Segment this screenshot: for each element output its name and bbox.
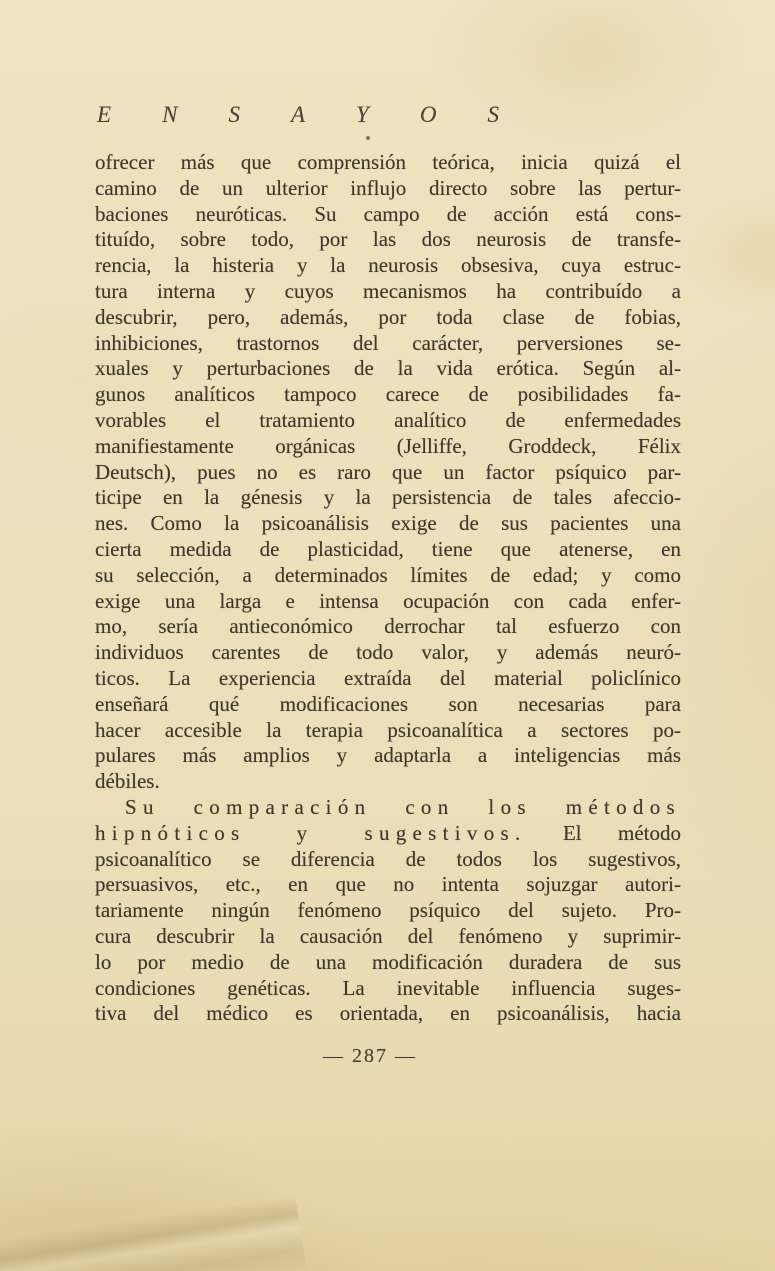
text-line-segment: gunos analíticos tampoco carece de posibilidades fa- <box>95 382 681 407</box>
text-line-segment: su selección, a determinados límites de edad; y como <box>95 562 681 587</box>
text-line-segment: manifiestamente orgánicas (Jelliffe, Groddeck, Félix <box>95 433 681 458</box>
running-header <box>97 102 499 128</box>
text-line-segment: persuasivos, etc., en que no intenta sojuzgar autori- <box>95 872 681 897</box>
text-line-segment: enseñará qué modificaciones son necesarias para <box>95 691 681 716</box>
text-line <box>95 563 681 589</box>
text-line <box>95 666 681 692</box>
text-line <box>95 872 681 898</box>
text-line <box>95 769 681 795</box>
text-line <box>95 331 681 357</box>
text-line <box>95 434 681 460</box>
text-line-segment: exige una larga e intensa ocupación con cada enfer- <box>95 588 681 613</box>
text-line-segment: vorables el tratamiento analítico de enfermedades <box>95 407 681 432</box>
text-line-segment: cura descubrir la causación del fenómeno y suprimir- <box>95 923 681 948</box>
text-line <box>95 692 681 718</box>
text-line <box>95 382 681 408</box>
text-line-segment: tura interna y cuyos mecanismos ha contribuído a <box>95 278 681 303</box>
text-line-segment: condiciones genéticas. La inevitable influencia suges- <box>95 975 681 1000</box>
text-line-segment: ticipe en la génesis y la persistencia de tales afeccio- <box>95 485 681 510</box>
text-line <box>95 305 681 331</box>
text-line-segment: psicoanalítico se diferencia de todos los sugestivos, <box>95 846 681 871</box>
header-letter: S <box>487 102 499 127</box>
text-line <box>95 537 681 563</box>
paper-fold-shadow <box>0 1154 307 1271</box>
text-line <box>95 485 681 511</box>
text-line <box>95 718 681 744</box>
header-letter: A <box>290 102 306 127</box>
text-line-segment: ticos. La experiencia extraída del material policlínico <box>95 665 681 690</box>
text-line-segment: baciones neuróticas. Su campo de acción está cons- <box>95 201 681 226</box>
text-line-segment: xuales y perturbaciones de la vida erótica. Según al- <box>95 356 681 381</box>
text-line <box>95 1001 681 1027</box>
text-line-segment: lo por medio de una modificación duradera de sus <box>95 949 681 974</box>
text-line-segment: Su comparación con los métodos <box>125 794 681 819</box>
text-line-segment: rencia, la histeria y la neurosis obsesiva, cuya estruc- <box>95 253 681 278</box>
text-line <box>95 511 681 537</box>
text-line-segment: descubrir, pero, además, por toda clase de fobias, <box>95 304 681 329</box>
ink-speck <box>366 136 370 140</box>
text-line-segment: hacer accesible la terapia psicoanalítica a sectores po- <box>95 717 681 742</box>
header-letter: Y <box>356 102 369 127</box>
text-line <box>95 614 681 640</box>
page-number: — 287 — <box>323 1045 417 1067</box>
text-line-segment: pulares más amplios y adaptarla a inteligencias más <box>95 743 681 768</box>
text-line <box>95 950 681 976</box>
text-line <box>95 640 681 666</box>
text-line-segment: mo, sería antieconómico derrochar tal esfuerzo con <box>95 614 681 639</box>
text-line <box>95 176 681 202</box>
header-letter: N <box>162 102 178 127</box>
text-line <box>95 924 681 950</box>
text-line <box>95 253 681 279</box>
text-line <box>95 460 681 486</box>
text-line-segment: camino de un ulterior influjo directo sobre las pertur- <box>95 175 681 200</box>
text-line-segment: débiles. <box>95 769 160 794</box>
text-line-segment: tariamente ningún fenómeno psíquico del sujeto. Pro- <box>95 898 681 923</box>
text-line <box>95 279 681 305</box>
header-letter: O <box>419 102 437 127</box>
text-line <box>95 898 681 924</box>
text-line <box>95 847 681 873</box>
text-line <box>95 976 681 1002</box>
text-line <box>95 202 681 228</box>
text-line-segment: tiva del médico es orientada, en psicoanálisis, hacia <box>95 1001 681 1026</box>
text-line <box>95 150 681 176</box>
text-line-segment: cierta medida de plasticidad, tiene que atenerse, en <box>95 536 681 561</box>
text-line <box>95 821 681 847</box>
text-line-segment: inhibiciones, trastornos del carácter, perversiones se- <box>95 330 681 355</box>
text-line <box>95 743 681 769</box>
text-line <box>95 589 681 615</box>
text-line-segment: El método <box>526 820 681 845</box>
header-letter: E <box>97 102 112 127</box>
text-line-segment: hipnóticos y sugestivos. <box>95 820 527 845</box>
text-line-segment: Deutsch), pues no es raro que un factor psíquico par- <box>95 459 681 484</box>
text-line <box>95 227 681 253</box>
text-line <box>95 408 681 434</box>
text-line-segment: nes. Como la psicoanálisis exige de sus pacientes una <box>95 511 681 536</box>
text-line-segment: ofrecer más que comprensión teórica, inicia quizá el <box>95 150 681 174</box>
header-letter: S <box>228 102 240 127</box>
text-line-segment: individuos carentes de todo valor, y además neuró- <box>95 640 681 665</box>
body-text <box>95 150 681 1027</box>
text-line <box>95 356 681 382</box>
text-line-segment: tituído, sobre todo, por las dos neurosis de transfe- <box>95 227 681 252</box>
text-line <box>95 795 681 821</box>
